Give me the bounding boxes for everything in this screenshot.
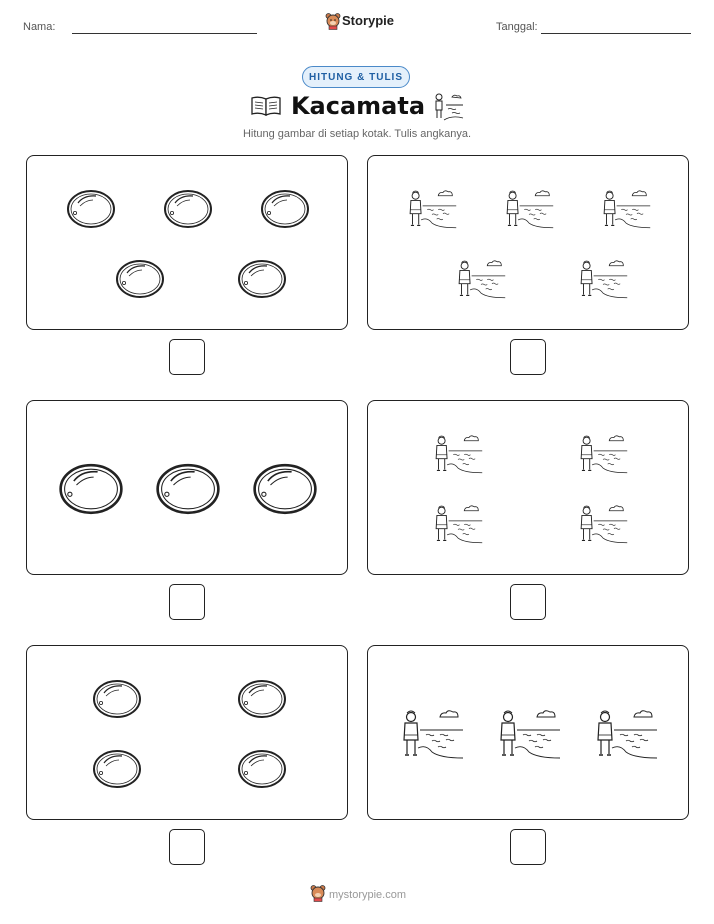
person-looking-at-sea-icon	[407, 188, 457, 235]
answer-box[interactable]	[510, 584, 546, 620]
counting-card	[26, 400, 348, 575]
answer-box[interactable]	[510, 339, 546, 375]
name-line[interactable]	[72, 33, 257, 34]
person-looking-at-sea-icon	[400, 708, 464, 765]
person-looking-at-sea-icon	[433, 503, 483, 550]
answer-box[interactable]	[169, 584, 205, 620]
open-book-icon	[250, 95, 282, 117]
counting-card	[367, 155, 689, 330]
spectacle-lens-icon	[237, 749, 287, 794]
spectacle-lens-icon	[260, 189, 310, 234]
spectacle-lens-icon	[115, 259, 165, 304]
storypie-bear-icon	[325, 12, 341, 30]
date-label: Tanggal:	[496, 21, 538, 33]
spectacle-lens-icon	[92, 679, 142, 724]
name-label: Nama:	[23, 21, 56, 33]
footer-url[interactable]: mystorypie.com	[329, 889, 407, 901]
counting-card	[26, 645, 348, 820]
spectacle-lens-icon	[92, 749, 142, 794]
person-looking-at-sea-icon	[432, 91, 464, 121]
spectacle-lens-icon	[66, 189, 116, 234]
spectacle-lens-icon	[155, 462, 221, 521]
answer-box[interactable]	[169, 339, 205, 375]
brand-name: Storypie	[342, 13, 395, 28]
page-title: Kacamata	[290, 92, 426, 120]
person-looking-at-sea-icon	[594, 708, 658, 765]
person-looking-at-sea-icon	[578, 503, 628, 550]
instruction-text: Hitung gambar di setiap kotak. Tulis angkanya.	[242, 128, 472, 140]
answer-box[interactable]	[510, 829, 546, 865]
person-looking-at-sea-icon	[433, 433, 483, 480]
spectacle-lens-icon	[252, 462, 318, 521]
spectacle-lens-icon	[58, 462, 124, 521]
person-looking-at-sea-icon	[497, 708, 561, 765]
counting-card	[367, 645, 689, 820]
spectacle-lens-icon	[163, 189, 213, 234]
person-looking-at-sea-icon	[578, 258, 628, 305]
storypie-bear-icon	[310, 884, 326, 902]
category-badge: HITUNG & TULIS	[302, 66, 410, 88]
person-looking-at-sea-icon	[456, 258, 506, 305]
counting-card	[26, 155, 348, 330]
counting-card	[367, 400, 689, 575]
person-looking-at-sea-icon	[578, 433, 628, 480]
person-looking-at-sea-icon	[601, 188, 651, 235]
answer-box[interactable]	[169, 829, 205, 865]
spectacle-lens-icon	[237, 679, 287, 724]
person-looking-at-sea-icon	[504, 188, 554, 235]
spectacle-lens-icon	[237, 259, 287, 304]
date-line[interactable]	[541, 33, 691, 34]
